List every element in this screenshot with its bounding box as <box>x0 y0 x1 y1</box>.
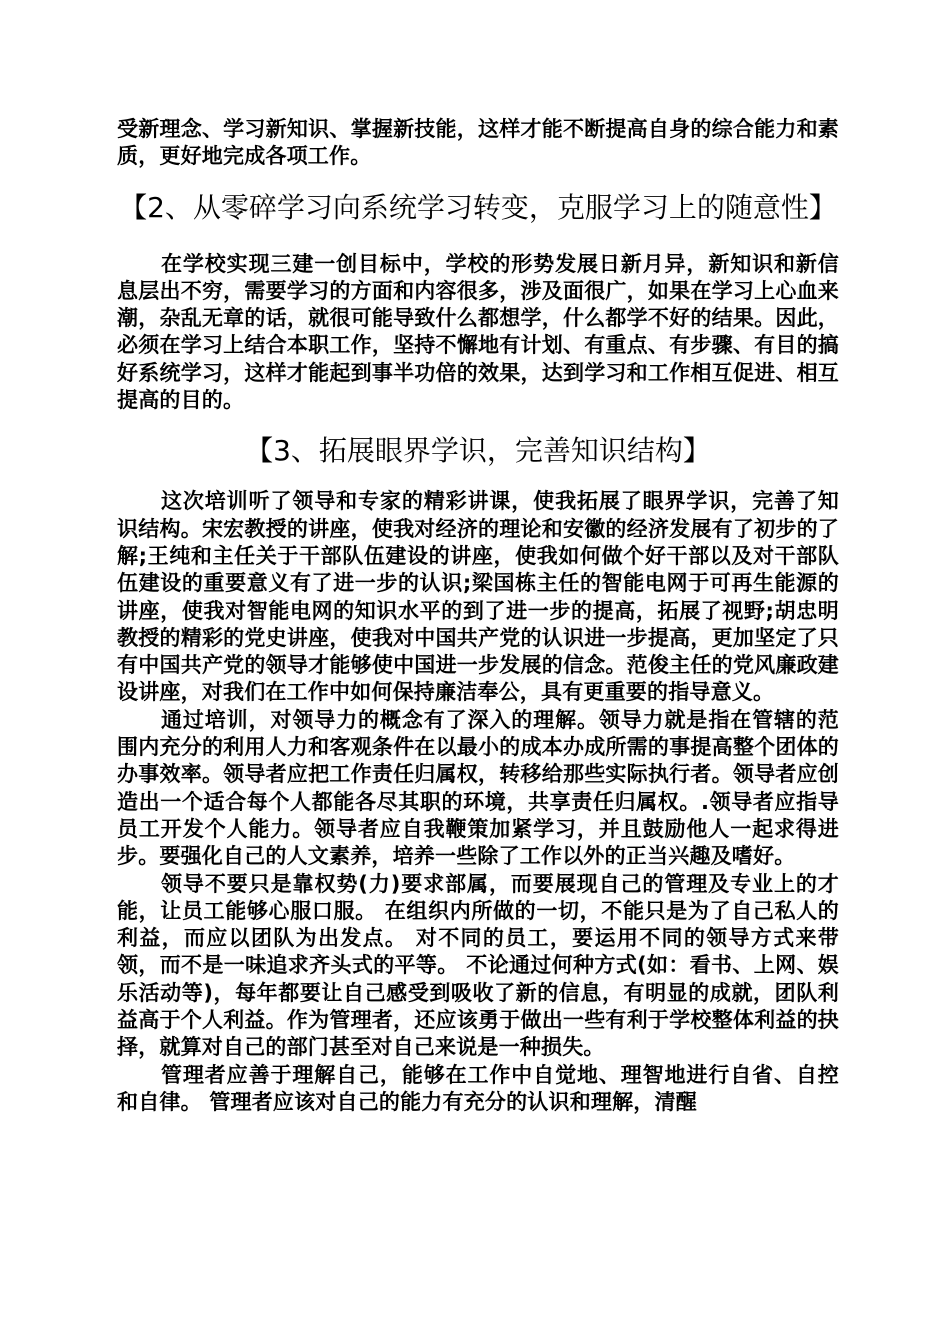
section-3-paragraph-1: 这次培训听了领导和专家的精彩讲课，使我拓展了眼界学识，完善了知识结构。宋宏教授的讲座，使我对经济的理论和安徽的经济发展有了初步的了解;王纯和主任关于干部队伍建设的讲座，使我如何做个好干部以及对干部队伍建设的重要意义有了进一步的认识;梁国栋主任的智能电网于可再生能源的讲座，使我对智能电网的知识水平的到了进一步的提高，拓展了视野;胡忠明教授的精彩的党史讲座，使我对中国共产党的认识进一步提高，更加坚定了只有中国共产党的领导才能够使中国进一步发展的信念。范俊主任的党风廉政建设讲座，对我们在工作中如何保持廉洁奉公，具有更重要的指导意义。 <box>117 489 839 705</box>
section-3-heading: 【3、拓展眼界学识，完善知识结构】 <box>245 434 711 468</box>
section-3-paragraph-4: 管理者应善于理解自己，能够在工作中自觉地、理智地进行自省、自控和自律。 管理者应该对自己的能力有充分的认识和理解，清醒 <box>117 1062 839 1114</box>
document-page <box>117 116 839 1116</box>
section-2-heading: 【2、从零碎学习向系统学习转变，克服学习上的随意性】 <box>119 190 837 224</box>
section-2-paragraph: 在学校实现三建一创目标中，学校的形势发展日新月异，新知识和新信息层出不穷，需要学习的方面和内容很多，涉及面很广，如果在学习上心血来潮，杂乱无章的话，就很可能导致什么都想学，什么都学不好的结果。因此，必须在学习上结合本职工作，坚持不懈地有计划、有重点、有步骤、有目的搞好系统学习，这样才能起到事半功倍的效果，达到学习和工作相互促进、相互提高的目的。 <box>117 251 839 413</box>
section-3-paragraph-3: 领导不要只是靠权势(力)要求部属，而要展现自己的管理及专业上的才能，让员工能够心服口服。 在组织内所做的一切，不能只是为了自己私人的利益，而应以团队为出发点。 对不同的员工，要运用不同的领导方式来带领，而不是一味追求齐头式的平等。 不论通过何种方式(如：看书、上网、娱乐活动等)，每年都要让自己感受到吸收了新的信息，有明显的成就，团队利益高于个人利益。作为管理者，还应该勇于做出一些有利于学校整体利益的抉择，就算对自己的部门甚至对自己来说是一种损失。 <box>117 871 839 1060</box>
section-3-paragraph-2: 通过培训，对领导力的概念有了深入的理解。领导力就是指在管辖的范围内充分的利用人力和客观条件在以最小的成本办成所需的事提高整个团体的办事效率。领导者应把工作责任归属权，转移给那些实际执行者。领导者应创造出一个适合每个人都能各尽其职的环境，共享责任归属权。.领导者应指导员工开发个人能力。领导者应自我鞭策加紧学习，并且鼓励他人一起求得进步。要强化自己的人文素养，培养一些除了工作以外的正当兴趣及嗜好。 <box>117 707 839 869</box>
intro-paragraph: 受新理念、学习新知识、掌握新技能，这样才能不断提高自身的综合能力和素质，更好地完成各项工作。 <box>117 117 839 169</box>
